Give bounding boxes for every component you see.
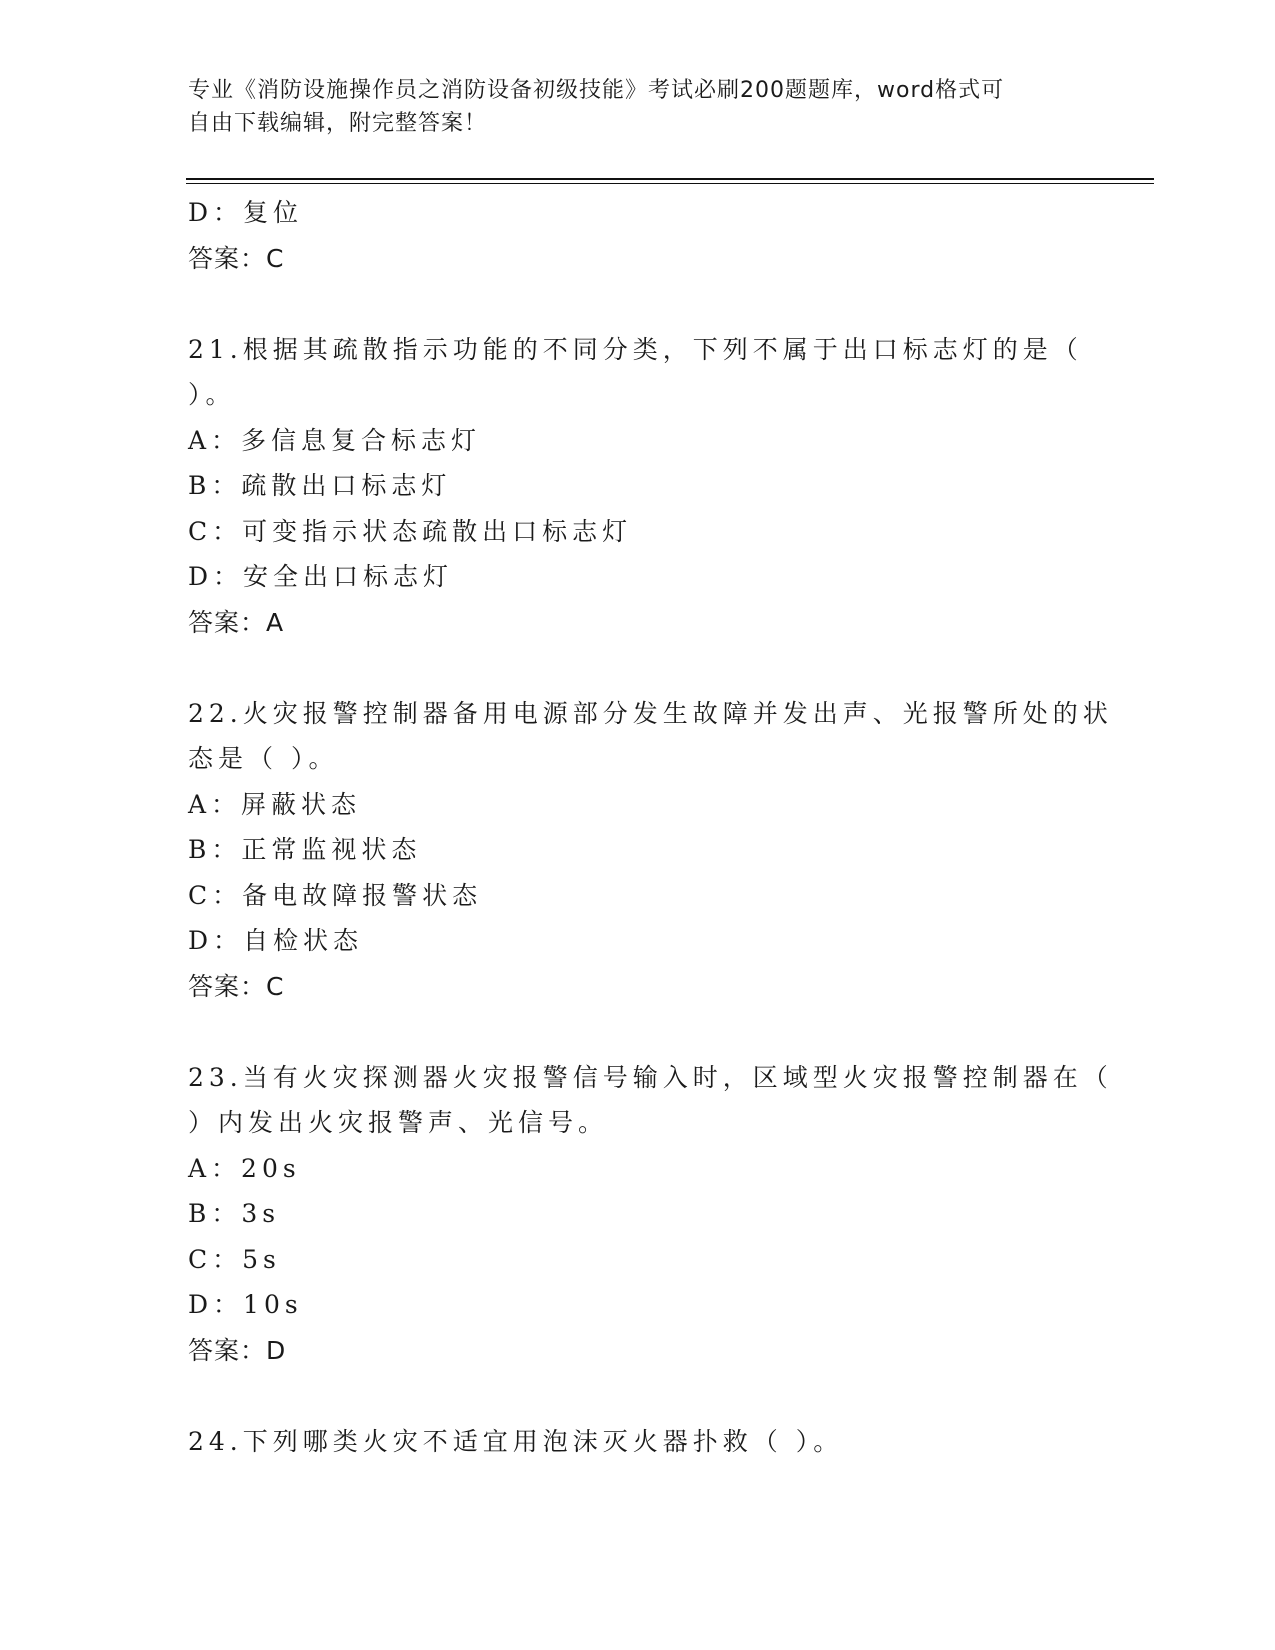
page-header [188,74,1068,140]
option-c: C：可变指示状态疏散出口标志灯 [188,516,633,546]
option-b: B：正常监视状态 [188,835,422,864]
option-a: A：多信息复合标志灯 [188,425,482,455]
question-22 [188,691,1113,1010]
question-stem: 23.当有火灾探测器火灾报警信号输入时，区域型火灾报警控制器在（ [188,1062,1113,1092]
question-stem: 24.下列哪类火灾不适宜用泡沫灭火器扑救（ ）。 [188,1426,844,1456]
option-d: D：10s [188,1290,303,1319]
question-stem-continued: ）内发出火灾报警声、光信号。 [188,1108,609,1137]
header-divider-thin [186,183,1154,184]
spacer [188,281,1088,327]
question-23 [188,1055,1113,1374]
header-line-1: 专业《消防设施操作员之消防设备初级技能》考试必刷200题题库，word格式可 [188,78,1005,103]
answer-line: 答案：D [188,1335,287,1365]
option-d: D：自检状态 [188,926,364,955]
option-d: D：安全出口标志灯 [188,562,454,591]
option-c: C：5s [188,1244,281,1274]
option-a: A：屏蔽状态 [188,789,362,819]
question-content [188,190,1113,1464]
question-stem-continued: ）。 [188,380,236,409]
option-a: A：20s [188,1153,301,1183]
answer-line: 答案：C [188,243,285,273]
option-d: D：复位 [188,198,304,227]
option-b: B：3s [188,1199,281,1228]
spacer [188,1009,1088,1055]
option-b: B：疏散出口标志灯 [188,471,452,500]
option-c: C：备电故障报警状态 [188,880,483,910]
spacer [188,1373,1088,1419]
header-divider-thick [186,178,1154,180]
header-line-2: 自由下载编辑，附完整答案！ [188,111,488,136]
question-21 [188,327,1088,646]
answer-line: 答案：A [188,607,285,637]
question-stem-continued: 态是（ ）。 [188,744,339,773]
spacer [188,645,1088,691]
question-stem: 21.根据其疏散指示功能的不同分类，下列不属于出口标志灯的是（ [188,334,1083,364]
question-24 [188,1419,1088,1465]
question-stem: 22.火灾报警控制器备用电源部分发生故障并发出声、光报警所处的状 [188,698,1113,728]
answer-line: 答案：C [188,971,285,1001]
